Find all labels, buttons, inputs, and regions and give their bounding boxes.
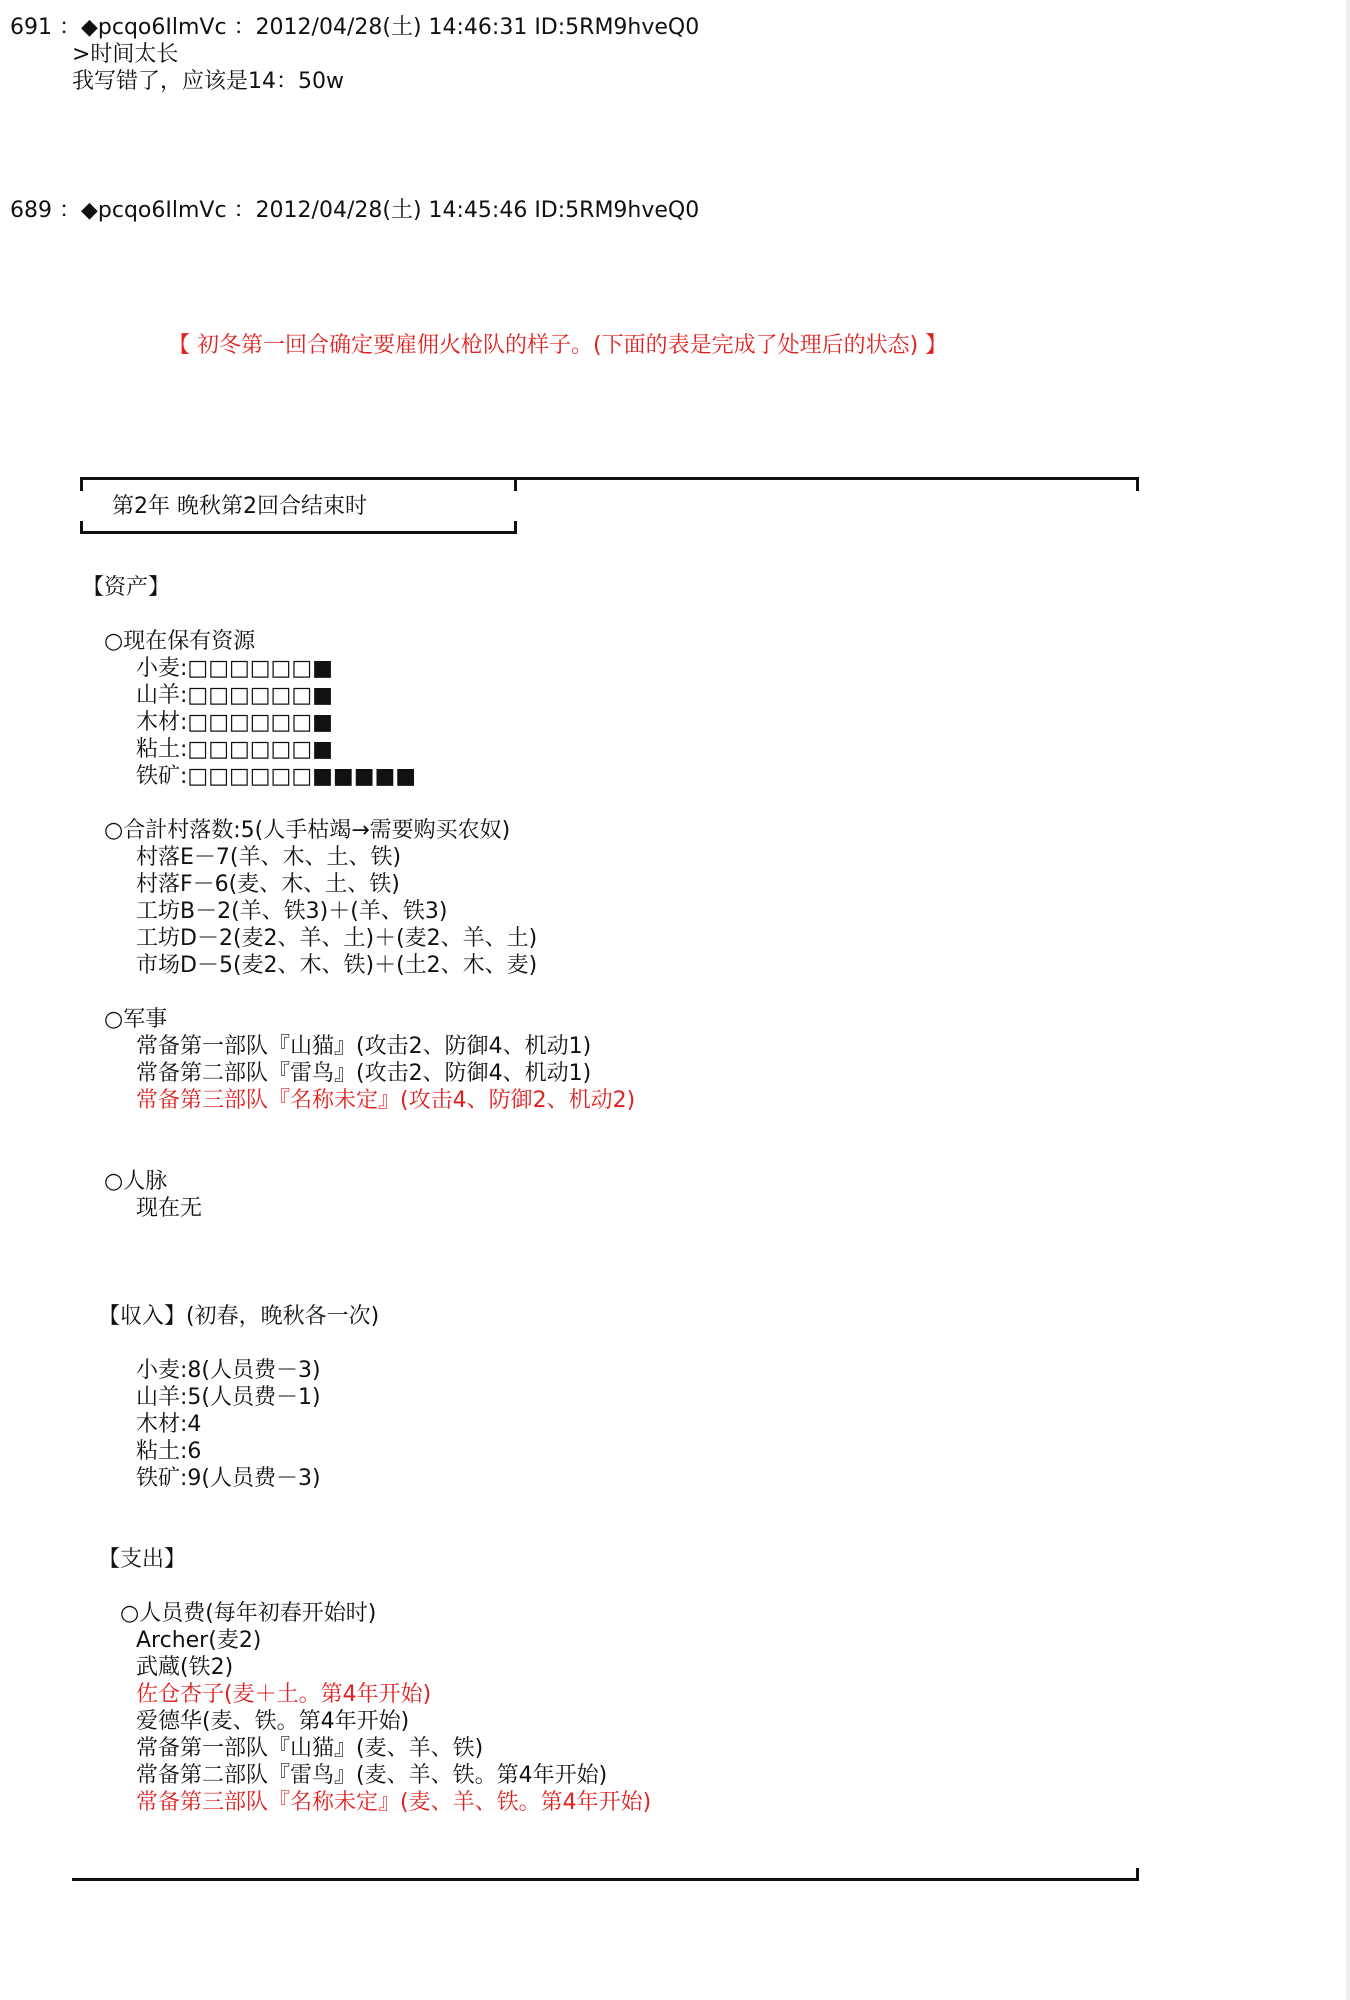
resource-item: 木材:□□□□□□■ <box>136 710 333 735</box>
village-item: 市场D－5(麦2、木、铁)＋(土2、木、麦) <box>136 953 538 978</box>
post-header: 689 ：◆pcqo6IlmVc ：2012/04/28(土) 14:45:46 ID:5RM9hveQ0 <box>10 198 700 223</box>
village-item: 工坊D－2(麦2、羊、土)＋(麦2、羊、土) <box>136 926 538 951</box>
box-title: 第2年 晚秋第2回合结束时 <box>112 494 367 519</box>
resource-item: 小麦:□□□□□□■ <box>136 656 333 681</box>
box-corner <box>514 477 517 491</box>
expense-item-new: 常备第三部队『名称未定』(麦、羊、铁。第4年开始) <box>136 1790 652 1815</box>
resource-item: 山羊:□□□□□□■ <box>136 683 333 708</box>
assets-heading: 【资产】 <box>82 575 171 600</box>
post-line: 我写错了，应该是14：50w <box>72 69 344 94</box>
resource-item: 粘土:□□□□□□■ <box>136 737 333 762</box>
title-underline <box>80 531 517 534</box>
village-item: 工坊B－2(羊、铁3)＋(羊、铁3) <box>136 899 448 924</box>
military-unit: 常备第一部队『山猫』(攻击2、防御4、机动1) <box>136 1034 592 1059</box>
expense-item: 爱德华(麦、铁。第4年开始) <box>136 1709 410 1734</box>
box-bottom-border <box>72 1878 1139 1881</box>
income-item: 木材:4 <box>136 1412 202 1437</box>
connections-item: 现在无 <box>136 1196 203 1221</box>
military-heading: ○军事 <box>104 1007 168 1032</box>
expense-item: 武蔵(铁2) <box>136 1655 234 1680</box>
post-header: 691 ：◆pcqo6IlmVc ：2012/04/28(土) 14:46:31 ID:5RM9hveQ0 <box>10 15 700 40</box>
income-heading: 【収入】(初春，晚秋各一次) <box>98 1304 380 1329</box>
notice-text: 【 初冬第一回合确定要雇佣火枪队的样子。(下面的表是完成了处理后的状态) 】 <box>168 333 948 358</box>
page-edge <box>1346 0 1350 2000</box>
expense-item: Archer(麦2) <box>136 1628 262 1653</box>
village-item: 村落F－6(麦、木、土、铁) <box>136 872 400 897</box>
expense-item: 常备第一部队『山猫』(麦、羊、铁) <box>136 1736 484 1761</box>
expense-item: 常备第二部队『雷鸟』(麦、羊、铁。第4年开始) <box>136 1763 608 1788</box>
connections-heading: ○人脉 <box>104 1169 168 1194</box>
box-corner <box>80 477 83 491</box>
resource-item: 铁矿:□□□□□□■■■■■ <box>136 764 417 789</box>
military-unit-new: 常备第三部队『名称未定』(攻击4、防御2、机动2) <box>136 1088 636 1113</box>
resources-heading: ○现在保有资源 <box>104 629 256 654</box>
expense-item-new: 佐仓杏子(麦＋土。第4年开始) <box>136 1682 432 1707</box>
box-corner <box>1136 477 1139 491</box>
villages-heading: ○合計村落数:5(人手枯竭→需要购买农奴) <box>104 818 511 843</box>
income-item: 山羊:5(人员费－1) <box>136 1385 321 1410</box>
expense-heading: 【支出】 <box>98 1547 187 1572</box>
income-item: 小麦:8(人员费－3) <box>136 1358 321 1383</box>
box-corner <box>1136 1868 1139 1881</box>
post-line: >时间太长 <box>72 42 179 67</box>
box-top-border <box>80 477 1139 480</box>
military-unit: 常备第二部队『雷鸟』(攻击2、防御4、机动1) <box>136 1061 592 1086</box>
income-item: 粘土:6 <box>136 1439 202 1464</box>
village-item: 村落E－7(羊、木、土、铁) <box>136 845 402 870</box>
income-item: 铁矿:9(人员费－3) <box>136 1466 321 1491</box>
expense-sub-heading: ○人员费(每年初春开始时) <box>120 1601 377 1626</box>
